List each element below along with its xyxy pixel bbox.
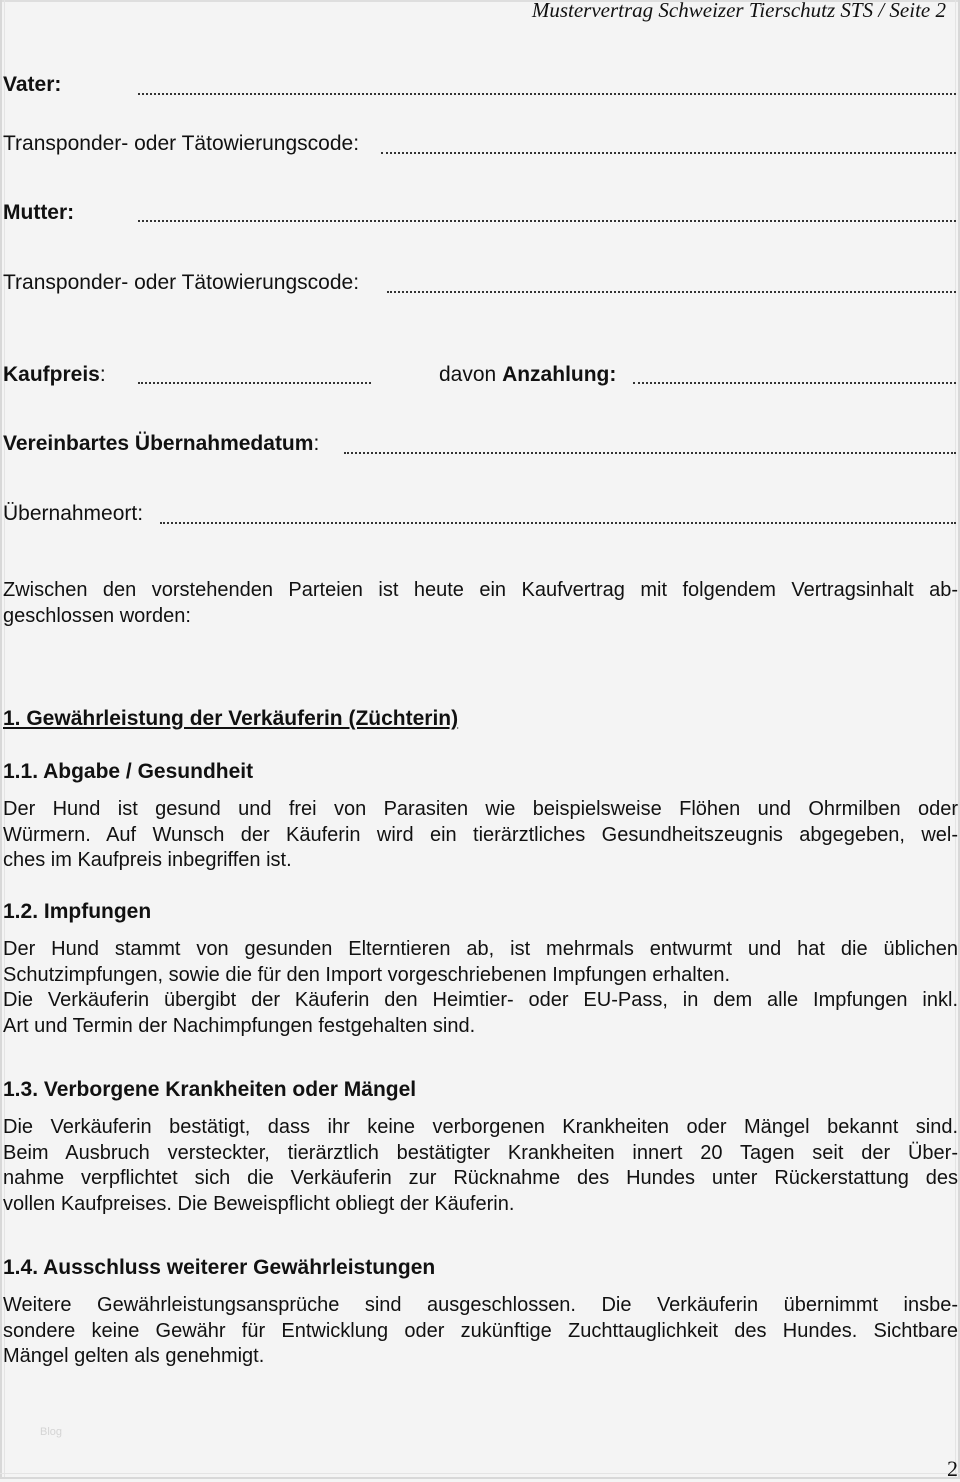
page-border-left (0, 0, 2, 1479)
text-line: ches im Kaufpreis inbegriffen ist. (3, 849, 292, 871)
anzahlung-field[interactable] (633, 382, 956, 384)
intro-line-2: geschlossen worden: (3, 604, 191, 627)
mutter-label-text: Mutter: (3, 201, 75, 224)
section-1-3-title: 1.3. Verborgene Krankheiten oder Mängel (3, 1078, 417, 1101)
kaufpreis-colon: : (99, 363, 106, 386)
mutter-code-field[interactable] (387, 291, 956, 293)
section-1-2-text (3, 937, 958, 1039)
vater-code-field[interactable] (381, 152, 956, 154)
vater-label (3, 72, 61, 98)
text-line: Mängel gelten als genehmigt. (3, 1345, 265, 1367)
text-line: nahme verpflichtet sich die Verkäuferin zur Rücknahme des Hundes unter Rückerstattung des (3, 1167, 958, 1189)
section-1-4-title: 1.4. Ausschluss weiterer Gewährleistungen (3, 1256, 436, 1279)
uebernahmeort-field[interactable] (160, 522, 956, 524)
mutter-code-label (3, 270, 359, 296)
section-1-1-title: 1.1. Abgabe / Gesundheit (3, 760, 254, 783)
uebernahmedatum-field[interactable] (344, 452, 956, 454)
kaufpreis-field[interactable] (138, 382, 371, 384)
vater-field[interactable] (138, 93, 956, 95)
page-border-bottom-inner (0, 1473, 960, 1474)
text-line: Würmern. Auf Wunsch der Käuferin wird ein tierärztliches Gesundheitszeugnis abgegeben, wel- (3, 823, 958, 846)
text-line: sondere keine Gewähr für Entwicklung oder zukünftige Zuchttauglichkeit des Hundes. Sichtbare (3, 1319, 958, 1342)
vater-label-text: Vater: (3, 73, 62, 96)
text-line: Der Hund ist gesund und frei von Parasiten wie beispielsweise Flöhen und Ohrmilben oder (3, 798, 958, 820)
page-number: 2 (947, 1456, 958, 1481)
section-1-title: 1. Gewährleistung der Verkäuferin (Züchterin) (3, 707, 459, 730)
text-line: vollen Kaufpreises. Die Beweispflicht obliegt der Käuferin. (3, 1192, 515, 1215)
uebernahmeort-label (3, 501, 143, 527)
text-line: Der Hund stammt von gesunden Elterntieren ab, ist mehrmals entwurmt und hat die üblichen (3, 938, 958, 960)
uebernahmedatum-label (3, 431, 319, 457)
page-header: Mustervertrag Schweizer Tierschutz STS / Seite 2 (531, 0, 946, 22)
intro-line-1: Zwischen den vorstehenden Parteien ist heute ein Kaufvertrag mit folgendem Vertragsinhalt ab- (3, 579, 958, 601)
uebernahmedatum-label-text: Vereinbartes Übernahmedatum (3, 432, 314, 455)
kaufpreis-label-text: Kaufpreis (3, 363, 100, 386)
text-line: Schutzimpfungen, sowie die für den Import vorgeschriebenen Impfungen erhalten. (3, 963, 731, 986)
section-1-4-text (3, 1293, 958, 1370)
section-1-2-title: 1.2. Impfungen (3, 900, 152, 923)
intro-paragraph (3, 578, 958, 629)
section-1-1-text (3, 797, 958, 874)
anzahlung-label-text: Anzahlung: (502, 363, 617, 386)
watermark: Blog (40, 1426, 63, 1438)
uebernahmeort-label-text: Übernahmeort: (3, 502, 144, 525)
section-1-3-text (3, 1115, 958, 1217)
anzahlung-label (439, 362, 616, 388)
mutter-field[interactable] (138, 220, 956, 222)
text-line: Die Verkäuferin übergibt der Käuferin den Heimtier- oder EU-Pass, in dem alle Impfungen inkl. (3, 989, 958, 1011)
anzahlung-prefix: davon (439, 363, 503, 386)
kaufpreis-label (3, 362, 106, 388)
text-line: Art und Termin der Nachimpfungen festgehalten sind. (3, 1014, 476, 1037)
vater-code-label-text: Transponder- oder Tätowierungscode: (3, 132, 360, 155)
text-line: Die Verkäuferin bestätigt, dass ihr keine verborgenen Krankheiten oder Mängel bekannt sind. (3, 1116, 958, 1138)
text-line: Weitere Gewährleistungsansprüche sind ausgeschlossen. Die Verkäuferin übernimmt insbe- (3, 1294, 958, 1316)
uebernahmedatum-colon: : (313, 432, 320, 455)
mutter-label (3, 200, 74, 226)
mutter-code-label-text: Transponder- oder Tätowierungscode: (3, 271, 360, 294)
vater-code-label (3, 131, 359, 157)
text-line: Beim Ausbruch versteckter, tierärztlich bestätigter Krankheiten innert 20 Tagen seit der Über- (3, 1141, 958, 1164)
